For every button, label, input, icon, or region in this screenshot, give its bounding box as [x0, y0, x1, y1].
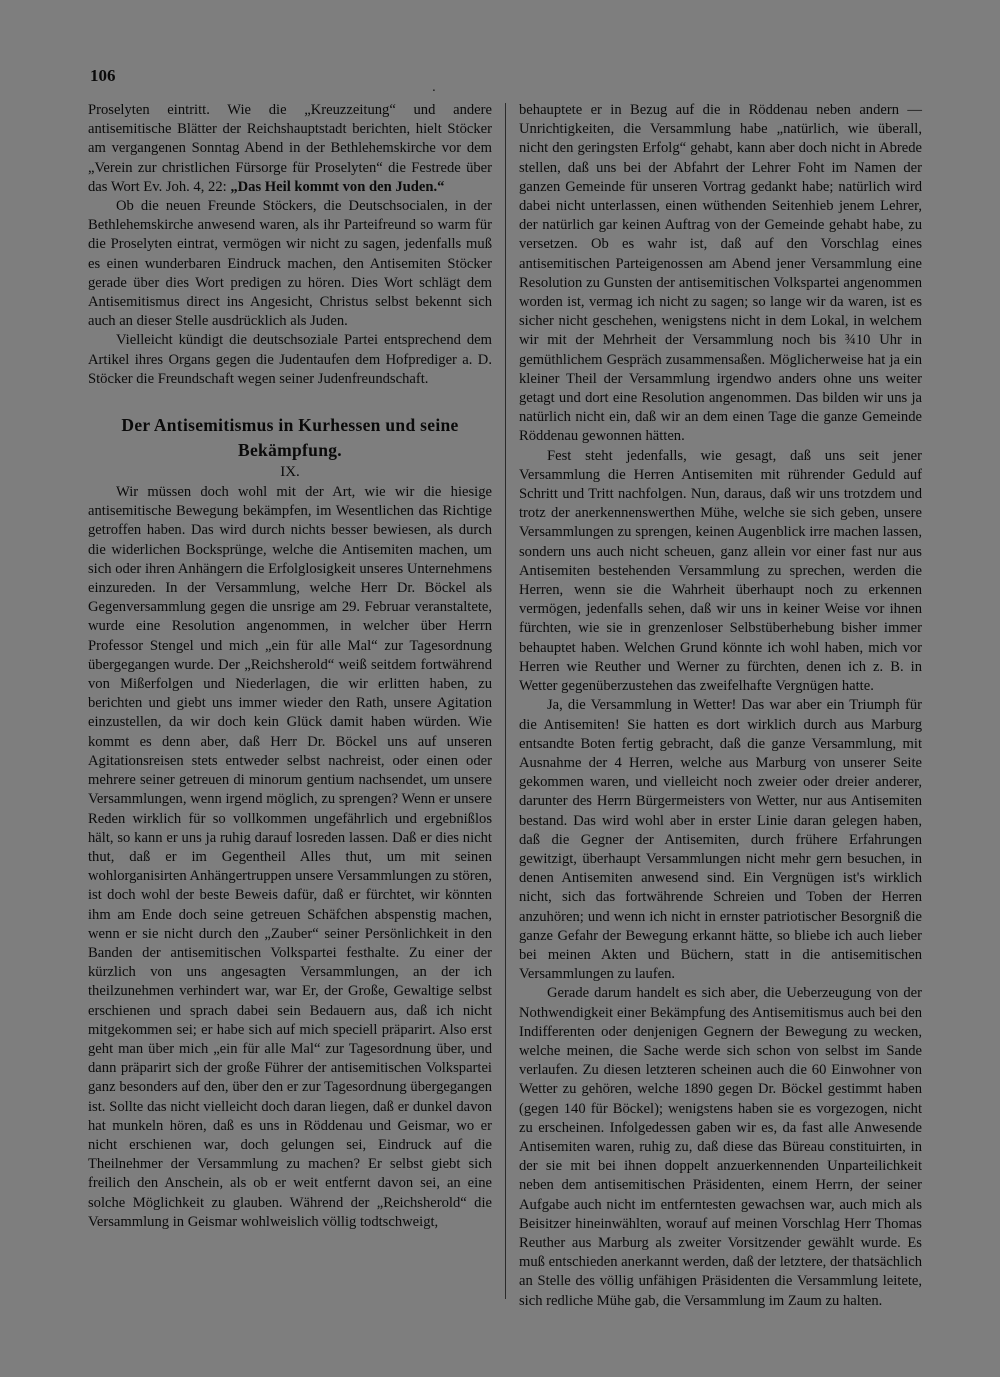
- left-paragraph-1-bold-quote: „Das Heil kommt von den Juden.“: [230, 178, 445, 195]
- right-paragraph-3: Ja, die Versammlung in Wetter! Das war aber ein Triumph für die Antisemiten! Sie hatten es dort wirklich durch aus Marburg entsandte Boten fertig gebracht, daß die ganze Versammlung, mit Ausnahme der 4 Herren, welche aus Marburg von unserer Seite gekommen waren, und vielleicht noch zweier oder dreier anderer, darunter des Herrn Bürgermeisters von Wetter, nur aus Antisemiten bestand. Das wird wohl aber in erster Linie daran gelegen haben, daß die Gegner der Antisemiten, durch frühere Erfahrungen gewitzigt, überhaupt Versammlungen nicht mehr gern besuchen, in denen Antisemiten anwesend sind. Ein Vergnügen ist's wirklich nicht, sich das fortwährende Schreien und Toben der Herren anzuhören; und wenn ich nicht in ernster patriotischer Besorgniß die ganze Gefahr der Bewegung erkannt hätte, so bliebe ich auch lieber bei meinen Akten und Büchern, statt in die antisemitischen Versammlungen zu laufen.: [519, 697, 922, 983]
- right-column: [519, 101, 922, 1311]
- column-divider: [505, 103, 506, 1299]
- left-column: [88, 101, 492, 1232]
- article-heading: Der Antisemitismus in Kurhessen und seine Bekämpfung.: [121, 415, 459, 461]
- right-paragraph-1: behauptete er in Bezug auf die in Röddenau neben andern — Unrichtigkeiten, die Versammlung habe „natürlich, wie überall, nicht den geringsten Erfolg“ gehabt, kann aber doch nicht in Abrede stellen, daß uns bei der Abfahrt der Lehrer Foht im Namen der ganzen Gemeinde für unseren Vortrag gedankt habe; natürlich wird dabei nicht unterlassen, einen wüthenden Seitenhieb jenem Lehrer, der natürlich gar keinen Auftrag von der Gemeinde gehabt habe, zu versetzen. Ob es wahr ist, daß auf den Vorschlag eines antisemitischen Parteigenossen am Abend jener Versammlung eine Resolution zu Gunsten der antisemitischen Volkspartei angenommen worden ist, vermag ich nicht zu sagen; so lange wir da waren, ist es sicher nicht geschehen, wenigstens nicht in dem Lokal, in welchem wir mit der Mehrheit der Versammlung noch bis ¾10 Uhr in gemüthlichem Gespräch zusammensaßen. Möglicherweise hat ja ein kleiner Theil der Versammlung irgendwo anders ohne uns weiter getagt und dort eine Resolution angenommen. Das bilden wir uns ja natürlich nicht ein, daß wir an dem einen Tage die ganze Gemeinde Röddenau gewonnen hätten.: [519, 102, 922, 445]
- left-paragraph-2: Ob die neuen Freunde Stöckers, die Deutschsocialen, in der Bethlehemskirche anwesend waren, als ihr Parteifreund so warm für die Proselyten eintrat, vermögen wir nicht zu sagen, jedenfalls muß es einen wunderbaren Eindruck machen, den Antisemiten Stöcker gerade über dies Wort predigen zu hören. Dies Wort schlägt dem Antisemitismus direct ins Angesicht, Christus selbst bekennt sich auch an dieser Stelle ausdrücklich als Juden.: [88, 198, 492, 330]
- left-paragraph-3: Vielleicht kündigt die deutschsoziale Partei entsprechend dem Artikel ihres Organs gegen die Judentaufen dem Hofprediger a. D. Stöcker die Freundschaft wegen seiner Judenfreundschaft.: [88, 332, 492, 387]
- left-paragraph-4: Wir müssen doch wohl mit der Art, wie wir die hiesige antisemitische Bewegung bekämpfen, im Wesentlichen das Richtige getroffen haben. Das wird durch nichts besser bewiesen, als durch die widerlichen Bocksprünge, welche die Antisemiten machen, um sich oder ihren Anhängern die Erfolglosigkeit unseres Unternehmens einzureden. In der Versammlung, welche Herr Dr. Böckel als Gegenversammlung gegen die unsrige am 29. Februar veranstaltete, wurde eine Resolution angenommen, in welcher über Herrn Professor Stengel und mich „ein für alle Mal“ zur Tagesordnung übergegangen wurde. Der „Reichsherold“ weiß seitdem fortwährend von Mißerfolgen und Niederlagen, die wir erlitten haben, zu berichten und giebt uns immer wieder den Rath, unsere Agitation einzustellen, da wir doch kein Glück damit haben würden. Wie kommt es denn aber, daß Herr Dr. Böckel uns auf unseren Agitationsreisen stets entweder selbst nachreist, oder einen oder mehrere seiner getreuen di minorum gentium nachsendet, um unsere Versammlungen, wenn irgend möglich, zu sprengen? Wenn er unsere Reden wirklich für so vollkommen ungefährlich und ergebnißlos hält, so kann er uns ja ruhig darauf losreden lassen. Daß er dies nicht thut, daß er im Gegentheil Alles thut, um mit seinen wohlorganisirten Anhängertruppen unsere Versammlungen zu stören, ist doch wohl der beste Beweis dafür, daß er fürchtet, wir könnten ihm am Ende doch seine getreuen Schäfchen abspenstig machen, wenn er sie nicht durch den „Zauber“ seiner Persönlichkeit in den Banden der antisemitischen Volkspartei festhalte. Zu einer der kürzlich von uns angesagten Versammlungen, an der ich theilzunehmen verhindert war, war Er, der Große, Gewaltige selbst erschienen und sprach dabei sein Bedauern aus, daß ich nicht mitgekommen sei; er habe sich auf mich speciell präparirt. Also erst geht man über mich „ein für alle Mal“ zur Tagesordnung über, und dann präparirt sich der große Führer der antisemitischen Volkspartei ganz besonders auf den, über den er zur Tagesordnung übergegangen ist. Sollte das nicht vielleicht doch daran liegen, daß er dunkel davon hat munkeln hören, daß es uns in Röddenau und Geismar, wo er nicht erschienen war, doch gelungen sei, Eindruck auf die Theilnehmer der Versammlung zu machen? Er selbst giebt sich freilich den Anschein, als ob er weit entfernt davon sei, an eine solche Möglichkeit zu glauben. Während der „Reichsherold“ die Versammlung in Geismar wohlweislich völlig todtschweigt,: [88, 484, 492, 1230]
- right-paragraph-2: Fest steht jedenfalls, wie gesagt, daß uns seit jener Versammlung die Herren Antisemiten mit rührender Geduld auf Schritt und Tritt nachfolgen. Nun, daraus, daß wir uns trotzdem und trotz der anerkennenswerthen Mühe, welche sie sich geben, unsere Versammlungen zu sprengen, keinen Augenblick irre machen lassen, sondern uns auch nicht scheuen, ganz allein vor einer fast nur aus Antisemiten bestehenden Versammlung zu sprechen, werden die Herren, wenn sie die Wahrheit überhaupt noch zu erkennen vermögen, jedenfalls sehen, daß wir uns in keiner Weise vor ihnen fürchten, wie sie in grenzenloser Selbstüberhebung bisher immer behauptet haben. Welchen Grund könnte ich wohl haben, mich vor Herren wie Reuther und Werner zu fürchten, denen ich z. B. in Wetter gegenüberzustehen das zweifelhafte Vergnügen hatte.: [519, 447, 922, 695]
- left-paragraph-1-text: Proselyten eintritt. Wie die „Kreuzzeitung“ und andere antisemitische Blätter der Reichshauptstadt berichten, hielt Stöcker am vergangenen Sonntag Abend in der Bethlehemskirche vor dem „Verein zur christlichen Fürsorge für Proselyten“ die Festrede über das Wort Ev. Joh. 4, 22:: [88, 102, 492, 195]
- page-mark: .: [432, 80, 436, 94]
- page-number: 106: [90, 66, 116, 85]
- right-paragraph-4: Gerade darum handelt es sich aber, die Ueberzeugung von der Nothwendigkeit einer Bekämpfung des Antisemitismus auch bei den Indifferenten oder denjenigen Gegnern der Bewegung zu wecken, welche meinen, die Sache werde sich schon von selbst im Sande verlaufen. Zu diesen letzteren scheinen auch die 60 Einwohner von Wetter zu gehören, welche 1890 gegen Dr. Böckel gestimmt haben (gegen 140 für Böckel); wenigstens haben sie es vorgezogen, nicht zu erscheinen. Infolgedessen gaben wir es, da fast alle Anwesende Antisemiten waren, ruhig zu, daß diese das Büreau constituirten, in der sie mit bei ihnen doppelt anzuerkennenden Unparteilichkeit neben dem antisemitischen Präsidenten, einem Herrn, der seiner Aufgabe auch nicht im entferntesten gewachsen war, auch mich als Beisitzer hineinwählten, worauf auf meinen Vorschlag Herr Thomas Reuther aus Marburg als zweiter Vorsitzender gewählt wurde. Es muß entschieden anerkannt werden, daß der letztere, der thatsächlich an Stelle des völlig unfähigen Präsidenten die Versammlung leitete, sich redliche Mühe gab, die Versammlung im Zaum zu halten.: [519, 985, 922, 1309]
- article-part-number: IX.: [280, 464, 300, 481]
- left-paragraph-1: [88, 101, 492, 197]
